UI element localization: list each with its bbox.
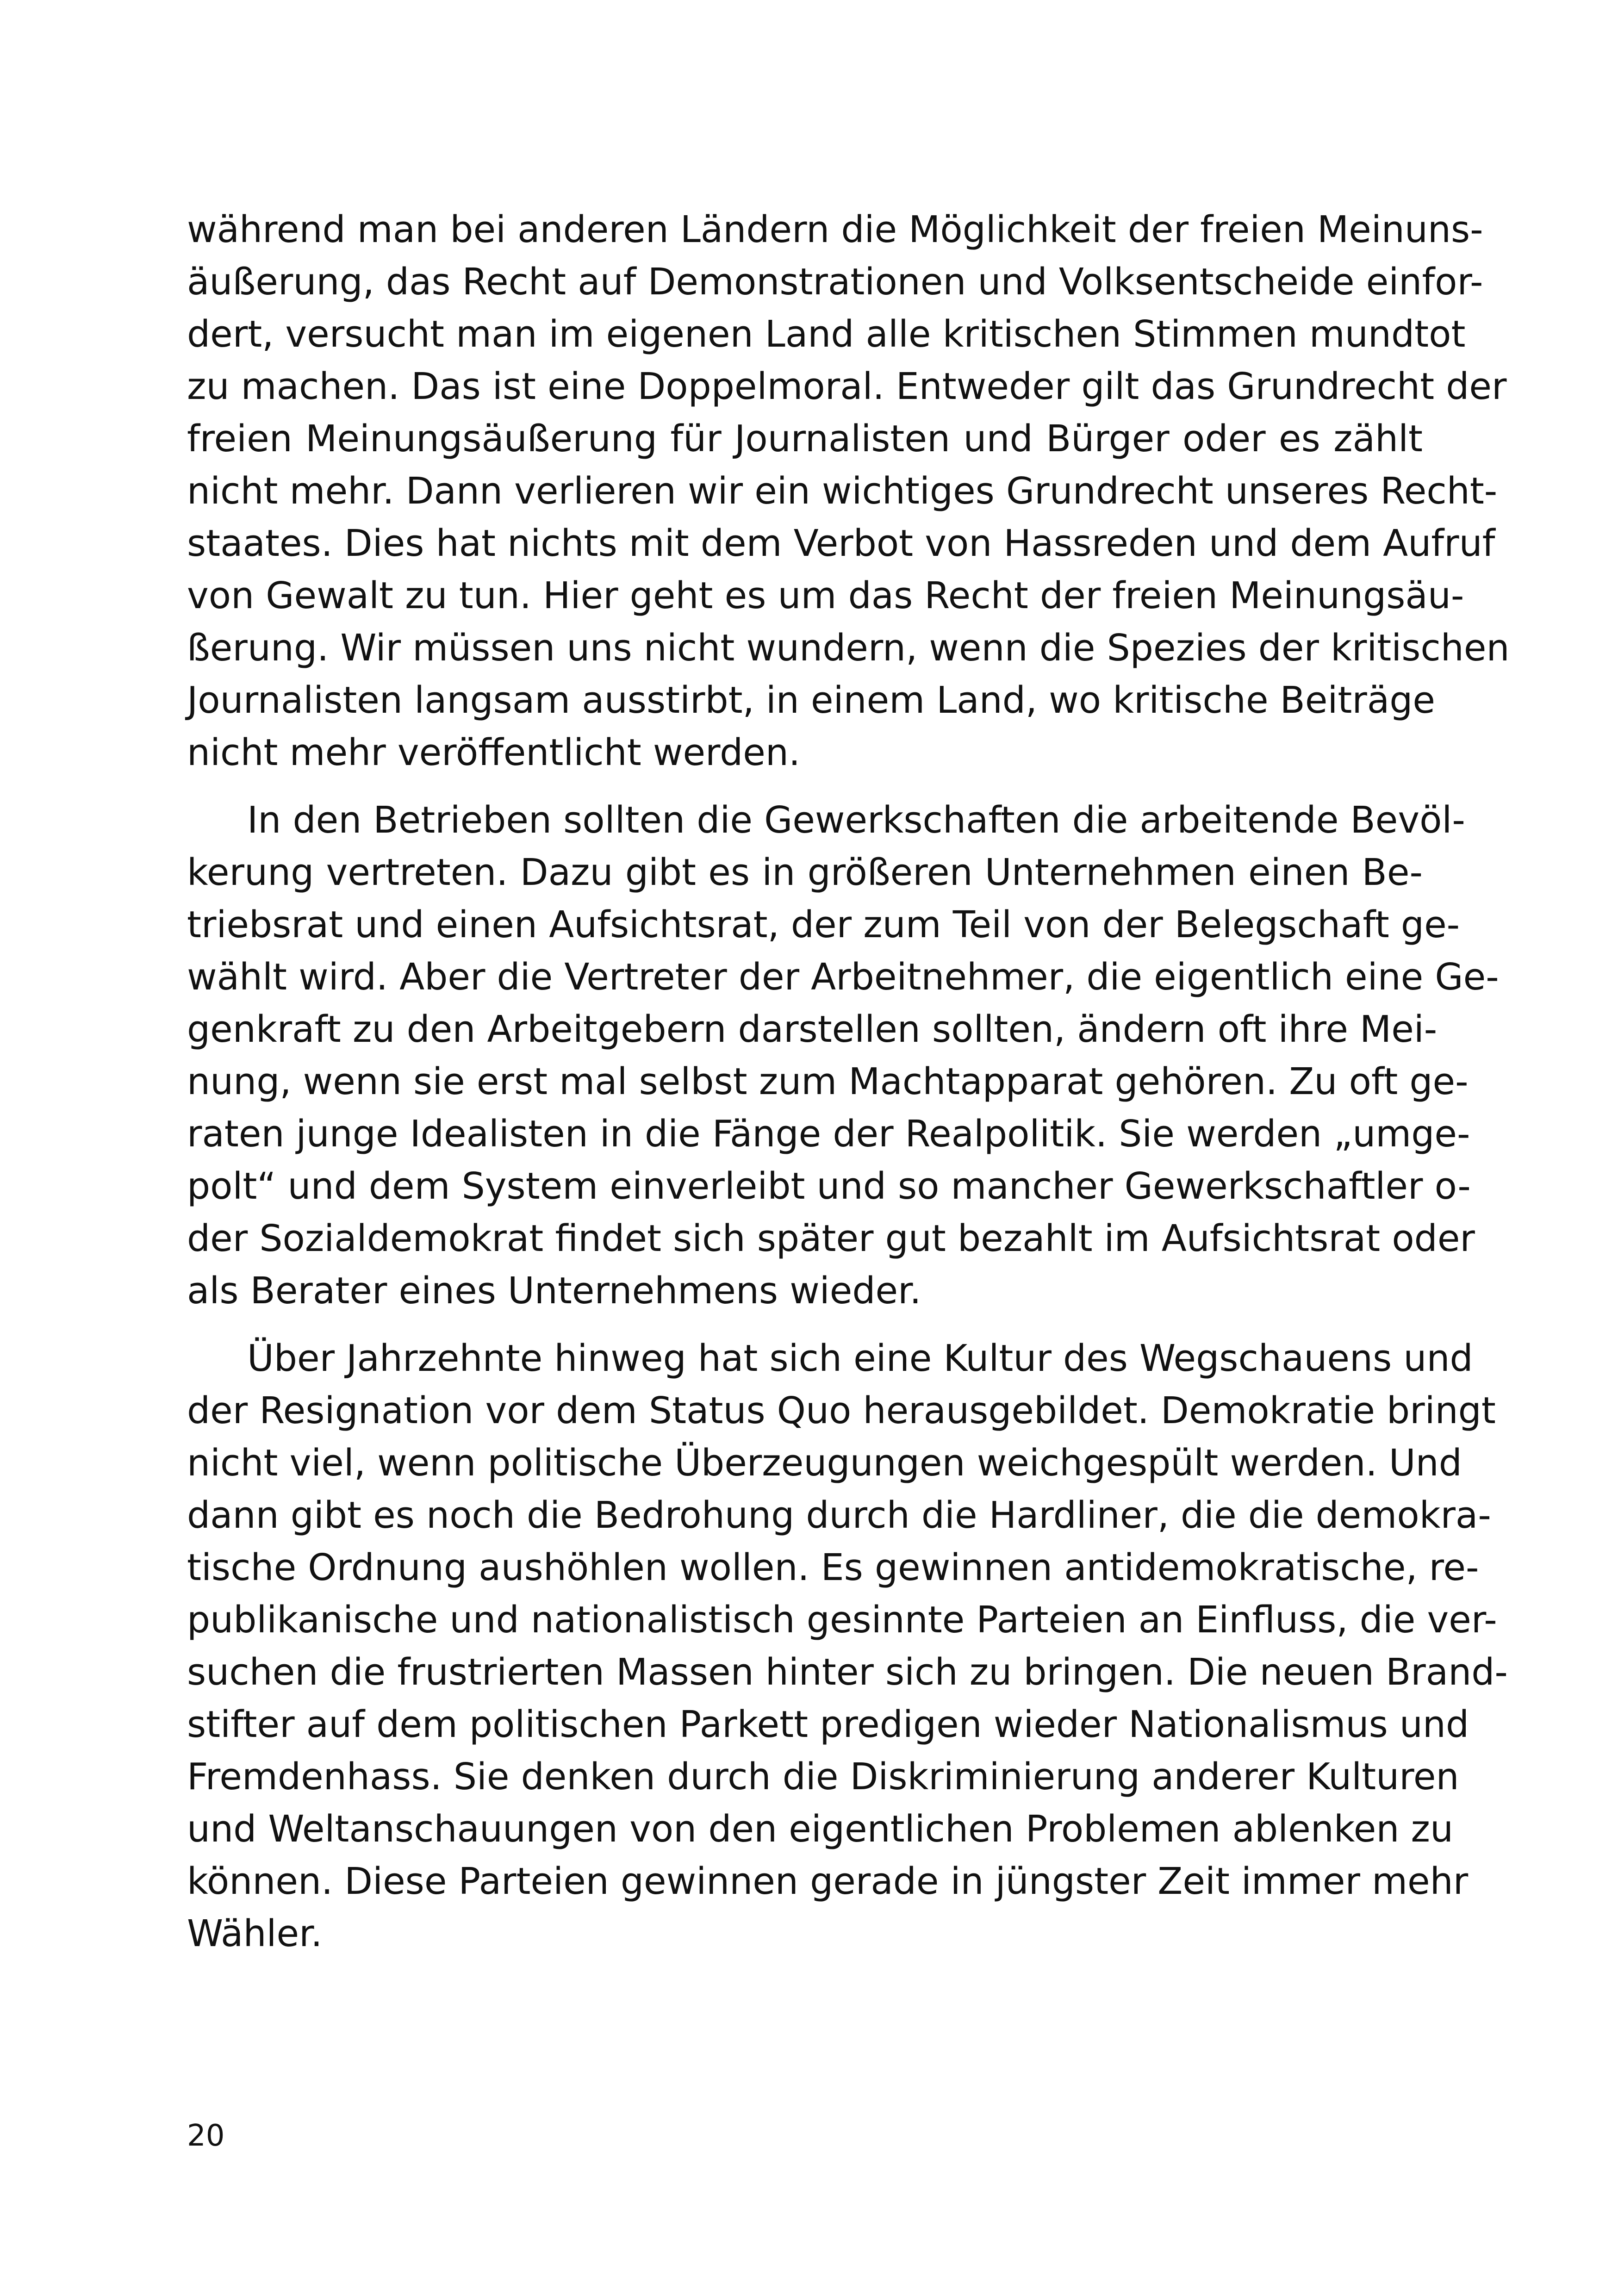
text-line: ßerung. Wir müssen uns nicht wundern, wenn die Spezies der kritischen [187, 627, 1510, 669]
paragraph-2 [187, 794, 1499, 1317]
text-line: dann gibt es noch die Bedrohung durch die Hardliner, die die demokra- [187, 1494, 1491, 1537]
text-line: äußerung, das Recht auf Demonstrationen und Volksentscheide einfor- [187, 261, 1483, 303]
page-number: 20 [187, 2119, 225, 2153]
text-line: der Sozialdemokrat findet sich später gut bezahlt im Aufsichtsrat oder [187, 1217, 1475, 1260]
paragraph-3 [187, 1332, 1508, 1960]
text-line: tische Ordnung aushöhlen wollen. Es gewinnen antidemokratische, re- [187, 1546, 1479, 1589]
text-line: raten junge Idealisten in die Fänge der Realpolitik. Sie werden „umge- [187, 1113, 1470, 1155]
text-line: zu machen. Das ist eine Doppelmoral. Entweder gilt das Grundrecht der [187, 365, 1507, 408]
text-line: Journalisten langsam ausstirbt, in einem Land, wo kritische Beiträge [187, 679, 1436, 722]
text-line: nicht viel, wenn politische Überzeugungen weichgespült werden. Und [187, 1442, 1462, 1484]
text-line: Über Jahrzehnte hinweg hat sich eine Kultur des Wegschauens und [247, 1337, 1473, 1380]
text-line: der Resignation vor dem Status Quo herausgebildet. Demokratie bringt [187, 1389, 1496, 1432]
text-line: nung, wenn sie erst mal selbst zum Machtapparat gehören. Zu oft ge- [187, 1060, 1469, 1103]
text-line: triebsrat und einen Aufsichtsrat, der zum Teil von der Belegschaft ge- [187, 903, 1460, 946]
text-line: nicht mehr. Dann verlieren wir ein wichtiges Grundrecht unseres Recht- [187, 470, 1498, 512]
text-line: Wähler. [187, 1912, 323, 1955]
text-line: Fremdenhass. Sie denken durch die Diskriminierung anderer Kulturen [187, 1755, 1459, 1798]
text-line: als Berater eines Unternehmens wieder. [187, 1269, 921, 1312]
text-line: genkraft zu den Arbeitgebern darstellen sollten, ändern oft ihre Mei- [187, 1008, 1438, 1051]
body-text [187, 204, 1510, 1960]
text-line: kerung vertreten. Dazu gibt es in größeren Unternehmen einen Be- [187, 851, 1423, 894]
text-line: dert, versucht man im eigenen Land alle kritischen Stimmen mundtot [187, 313, 1466, 355]
text-line: suchen die frustrierten Massen hinter sich zu bringen. Die neuen Brand- [187, 1651, 1508, 1693]
text-line: nicht mehr veröffentlicht werden. [187, 731, 801, 774]
text-line: publikanische und nationalistisch gesinnte Parteien an Einfluss, die ver- [187, 1599, 1497, 1641]
text-line: polt“ und dem System einverleibt und so mancher Gewerkschaftler o- [187, 1165, 1471, 1207]
text-line: stifter auf dem politischen Parkett predigen wieder Nationalismus und [187, 1703, 1469, 1746]
paragraph-1 [187, 204, 1510, 779]
text-line: In den Betrieben sollten die Gewerkschaften die arbeitende Bevöl- [247, 799, 1465, 841]
text-line: können. Diese Parteien gewinnen gerade in jüngster Zeit immer mehr [187, 1860, 1469, 1903]
text-line: freien Meinungsäußerung für Journalisten und Bürger oder es zählt [187, 417, 1423, 460]
text-line: staates. Dies hat nichts mit dem Verbot von Hassreden und dem Aufruf [187, 522, 1495, 565]
text-line: wählt wird. Aber die Vertreter der Arbeitnehmer, die eigentlich eine Ge- [187, 956, 1499, 998]
text-line: und Weltanschauungen von den eigentlichen Problemen ablenken zu [187, 1808, 1454, 1850]
text-line: während man bei anderen Ländern die Möglichkeit der freien Meinuns- [187, 208, 1483, 251]
text-line: von Gewalt zu tun. Hier geht es um das Recht der freien Meinungsäu- [187, 574, 1464, 617]
